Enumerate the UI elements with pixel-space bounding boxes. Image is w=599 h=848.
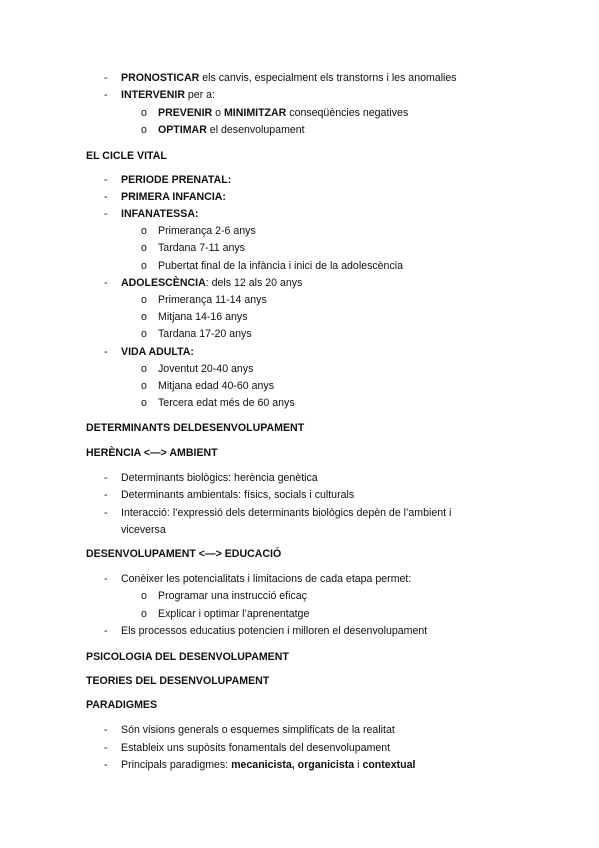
bullet-dash: - <box>104 573 108 585</box>
list-item <box>121 759 415 772</box>
bold-term: PREVENIR <box>158 107 213 119</box>
list-item: Explicar i optimar l’aprenentatge <box>158 608 310 620</box>
bold-term: PRONOSTICAR <box>121 72 200 84</box>
list-item: Tardana 17-20 anys <box>158 328 252 340</box>
bullet-dash: - <box>104 208 108 220</box>
item-text: i <box>354 759 363 771</box>
bullet-dash: - <box>104 72 108 84</box>
bullet-circle: o <box>141 328 147 340</box>
list-item <box>158 124 305 137</box>
list-item: Pubertat final de la infància i inici de la adolescència <box>158 260 403 272</box>
section-heading: PARADIGMES <box>86 699 158 711</box>
list-item <box>158 107 408 120</box>
item-text: : dels 12 als 20 anys <box>205 277 303 289</box>
list-item: Primerança 11-14 anys <box>158 294 267 306</box>
bullet-dash: - <box>104 89 108 101</box>
list-item-continuation: viceversa <box>121 524 166 536</box>
bullet-dash: - <box>104 625 108 637</box>
bold-term: , <box>291 759 298 771</box>
item-text: per a: <box>184 89 216 101</box>
list-item: PRIMERA INFANCIA: <box>121 191 226 203</box>
bullet-circle: o <box>141 294 147 306</box>
bullet-circle: o <box>141 608 147 620</box>
list-item: Conèixer les potencialitats i limitacions de cada etapa permet: <box>121 573 412 585</box>
list-item: VIDA ADULTA: <box>121 346 194 358</box>
bullet-dash: - <box>104 759 108 771</box>
list-item: Primerança 2-6 anys <box>158 225 256 237</box>
list-item <box>121 89 215 102</box>
item-text: el desenvolupament <box>206 124 305 136</box>
bold-term: OPTIMAR <box>158 124 207 136</box>
bold-term: mecanicista <box>231 759 292 771</box>
list-item: Interacció: l’expressió dels determinants biològics depèn de l’ambient i <box>121 507 452 519</box>
bullet-circle: o <box>141 124 147 136</box>
bold-term: INTERVENIR <box>121 89 185 101</box>
list-item: Joventut 20-40 anys <box>158 363 254 375</box>
bullet-circle: o <box>141 311 147 323</box>
list-item <box>121 277 302 290</box>
section-heading: EL CICLE VITAL <box>86 150 167 162</box>
item-text: Principals paradigmes: <box>121 759 232 771</box>
section-subheading: HERÈNCIA <—> AMBIENT <box>86 447 218 459</box>
bullet-circle: o <box>141 363 147 375</box>
bullet-circle: o <box>141 380 147 392</box>
list-item: Els processos educatius potencien i milloren el desenvolupament <box>121 625 428 637</box>
bullet-circle: o <box>141 590 147 602</box>
bold-term: organicista <box>297 759 355 771</box>
bold-term: contextual <box>362 759 416 771</box>
bullet-dash: - <box>104 472 108 484</box>
bold-term: MINIMITZAR <box>223 107 287 119</box>
list-item: Són visions generals o esquemes simplificats de la realitat <box>121 724 395 736</box>
bullet-dash: - <box>104 174 108 186</box>
bullet-circle: o <box>141 242 147 254</box>
bullet-dash: - <box>104 507 108 519</box>
bold-term: ADOLESCÈNCIA <box>121 277 206 289</box>
list-item: Mitjana 14-16 anys <box>158 311 248 323</box>
list-item: Tardana 7-11 anys <box>158 242 245 254</box>
list-item: Estableix uns supòsits fonamentals del desenvolupament <box>121 742 391 754</box>
bullet-circle: o <box>141 260 147 272</box>
bullet-circle: o <box>141 225 147 237</box>
bullet-dash: - <box>104 742 108 754</box>
bullet-dash: - <box>104 277 108 289</box>
item-text: els canvis, especialment els transtorns i les anomalies <box>199 72 457 84</box>
section-heading: DETERMINANTS DELDESENVOLUPAMENT <box>86 422 305 434</box>
section-heading: DESENVOLUPAMENT <—> EDUCACIÓ <box>86 548 282 560</box>
bullet-dash: - <box>104 724 108 736</box>
list-item: Tercera edat més de 60 anys <box>158 397 295 409</box>
item-text: conseqüències negatives <box>286 107 409 119</box>
bullet-circle: o <box>141 397 147 409</box>
list-item <box>121 72 457 85</box>
section-heading: PSICOLOGIA DEL DESENVOLUPAMENT <box>86 651 289 663</box>
item-text: o <box>212 107 224 119</box>
list-item: PERIODE PRENATAL: <box>121 174 232 186</box>
bullet-dash: - <box>104 346 108 358</box>
list-item: Mitjana edad 40-60 anys <box>158 380 275 392</box>
list-item: Determinants biològics: herència genètica <box>121 472 318 484</box>
list-item: Programar una instrucció eficaç <box>158 590 307 602</box>
bullet-dash: - <box>104 489 108 501</box>
bullet-circle: o <box>141 107 147 119</box>
section-heading: TEORIES DEL DESENVOLUPAMENT <box>86 675 270 687</box>
bullet-dash: - <box>104 191 108 203</box>
list-item: Determinants ambientals: físics, socials i culturals <box>121 489 355 501</box>
list-item: INFANATESSA: <box>121 208 199 220</box>
